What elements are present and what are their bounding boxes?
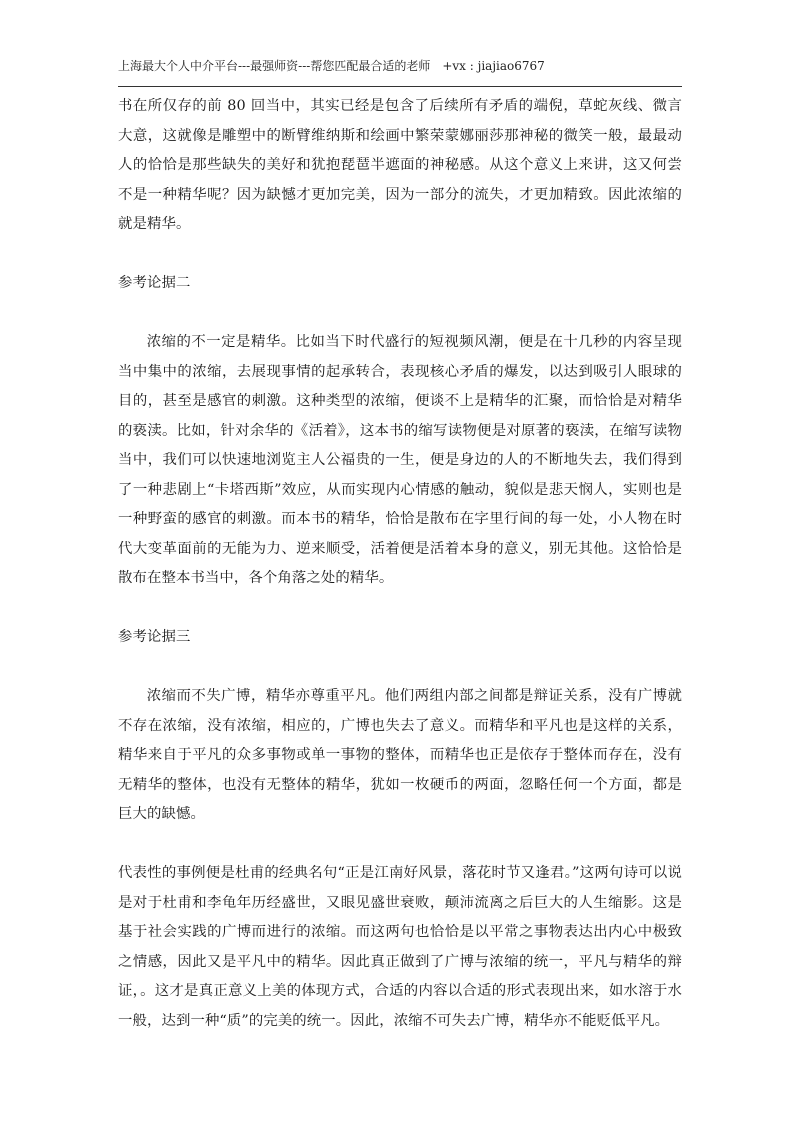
paragraph-argument-2: 浓缩的不一定是精华。比如当下时代盛行的短视频风潮，便是在十几秒的内容呈现当中集中的浓缩，去展现事情的起承转合，表现核心矛盾的爆发，以达到吸引人眼球的目的，甚至是感官的刺激。这种类型的浓缩，便谈不上是精华的汇聚，而恰恰是对精华的亵渎。比如，针对余华的《活着》，这本书的缩写读物便是对原著的亵渎，在缩写读物当中，我们可以快速地浏览主人公福贵的一生，便是身边的人的不断地失去，我们得到了一种悲剧上“卡塔西斯”效应，从而实现内心情感的触动，貌似是悲天悯人，实则也是一种野蛮的感官的刺激。而本书的精华，恰恰是散布在字里行间的每一处，小人物在时代大变革面前的无能为力、逆来顺受，活着便是活着本身的意义，别无其他。这恰恰是散布在整本书当中，各个角落之处的精华。 xyxy=(118,334,682,586)
header-divider xyxy=(118,86,682,87)
section-heading-argument-2: 参考论据二 xyxy=(118,275,191,291)
paragraph-argument-3: 浓缩而不失广博，精华亦尊重平凡。他们两组内部之间都是辩证关系，没有广博就不存在浓缩，没有浓缩，相应的，广博也失去了意义。而精华和平凡也是这样的关系，精华来自于平凡的众多事物或单一事物的整体，而精华也正是依存于整体而存在，没有无精华的整体，也没有无整体的精华，犹如一枚硬币的两面，忽略任何一个方面，都是巨大的缺憾。 xyxy=(118,688,682,822)
page-header: 上海最大个人中介平台---最强师资---帮您匹配最合适的老师 +vx : jiajiao6767 xyxy=(118,59,545,73)
document-body xyxy=(118,92,682,1036)
paragraph-continued: 书在所仅存的前 80 回当中，其实已经是包含了后续所有矛盾的端倪，草蛇灰线、微言大意，这就像是雕塑中的断臂维纳斯和绘画中繁荣蒙娜丽莎那神秘的微笑一般，最最动人的恰恰是那些缺失的美好和犹抱琵琶半遮面的神秘感。从这个意义上来讲，这又何尝不是一种精华呢？因为缺憾才更加完美，因为一部分的流失，才更加精致。因此浓缩的就是精华。 xyxy=(118,98,682,232)
section-heading-argument-3: 参考论据三 xyxy=(118,629,191,645)
paragraph-example: 代表性的事例便是杜甫的经典名句“正是江南好风景，落花时节又逢君。”这两句诗可以说是对于杜甫和李龟年历经盛世，又眼见盛世衰败，颠沛流离之后巨大的人生缩影。这是基于社会实践的广博而进行的浓缩。而这两句也恰恰是以平常之事物表达出内心中极致之情感，因此又是平凡中的精华。因此真正做到了广博与浓缩的统一，平凡与精华的辩证，。这才是真正意义上美的体现方式，合适的内容以合适的形式表现出来，如水溶于水一般，达到一种“质”的完美的统一。因此，浓缩不可失去广博，精华亦不能贬低平凡。 xyxy=(118,865,682,1029)
